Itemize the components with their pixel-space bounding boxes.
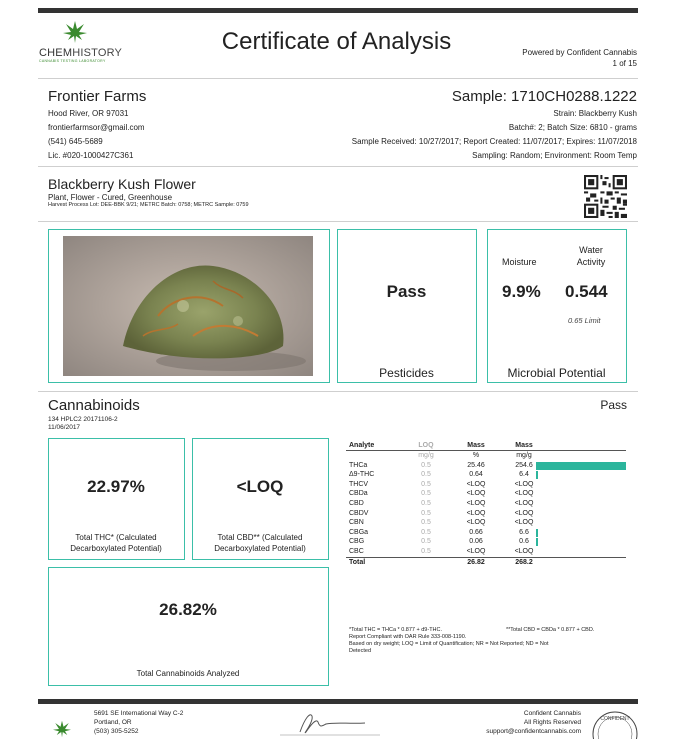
- page-number: 1 of 15: [612, 59, 637, 68]
- mass-percent-cell: <LOQ: [466, 490, 486, 498]
- divider: [38, 391, 638, 392]
- table-row: [346, 499, 626, 509]
- analyte-cell: THCV: [349, 480, 369, 488]
- footer-address: 5691 SE International Way C-2 Portland, OR (503) 305-5252: [94, 710, 184, 735]
- page-title: Certificate of Analysis: [221, 28, 452, 55]
- table-row: [346, 528, 626, 538]
- confident-seal: [590, 709, 640, 739]
- divider: [38, 166, 638, 167]
- thc-formula: *Total THC = THCa * 0.877 + d9-THC.: [349, 627, 443, 633]
- cannabinoids-date: 11/06/2017: [48, 424, 81, 431]
- table-row: [346, 537, 626, 547]
- analyte-cell: CBD: [349, 499, 364, 507]
- water-activity-label: Water Activity: [576, 245, 606, 267]
- mass-mgg-cell: 6.6: [519, 528, 529, 536]
- mass-percent-cell: <LOQ: [466, 509, 486, 517]
- client-license: Lic. #020-1000427C361: [48, 151, 134, 160]
- mass-percent-cell: <LOQ: [466, 547, 486, 555]
- basis-note-cont: Detected: [349, 648, 372, 654]
- mass-percent-cell: 0.64: [469, 471, 483, 479]
- mass-mgg-cell: 6.4: [519, 471, 529, 479]
- sample-strain: Strain: Blackberry Kush: [553, 109, 637, 118]
- sample-dates: Sample Received: 10/27/2017; Report Created: 11/07/2017; Expires: 11/07/2018: [351, 137, 637, 146]
- total-cbd-panel: [192, 438, 329, 560]
- analyte-cell: CBG: [349, 538, 365, 546]
- client-phone: (541) 645-5689: [48, 137, 103, 146]
- loq-cell: 0.5: [421, 547, 431, 555]
- table-row: [346, 489, 626, 499]
- mass-percent-cell: 0.06: [469, 538, 483, 546]
- total-cbd-label: Total CBD** (Calculated Decarboxylated Potential): [214, 533, 306, 553]
- mass-mgg-cell: <LOQ: [514, 499, 534, 507]
- client-address: Hood River, OR 97031: [48, 109, 129, 118]
- lab-logo: CHEMHISTORY: [39, 47, 123, 59]
- table-units: mg/g % mg/g: [418, 452, 532, 459]
- product-type: Plant, Flower - Cured, Greenhouse: [48, 193, 173, 202]
- mass-percent-cell: 0.66: [469, 528, 483, 536]
- photo-panel: [48, 229, 330, 383]
- loq-cell: 0.5: [421, 490, 431, 498]
- divider: [38, 221, 638, 222]
- total-cbd-value: <LOQ: [236, 477, 284, 496]
- loq-cell: 0.5: [421, 480, 431, 488]
- microbial-label: Microbial Potential: [507, 366, 606, 380]
- mass-mgg-cell: <LOQ: [514, 547, 534, 555]
- mass-mgg-cell: <LOQ: [514, 490, 534, 498]
- qr-code: [584, 175, 627, 218]
- sample-batch: Batch#: 2; Batch Size: 6810 - grams: [508, 123, 637, 132]
- loq-cell: 0.5: [421, 528, 431, 536]
- mass-percent-cell: <LOQ: [466, 519, 486, 527]
- mass-bar: [536, 538, 538, 546]
- total-thc-value: 22.97%: [87, 477, 145, 496]
- table-row: [346, 470, 626, 480]
- product-name: Blackberry Kush Flower: [48, 176, 196, 192]
- cannabinoids-title: Cannabinoids: [48, 397, 140, 414]
- table-row: [346, 547, 626, 557]
- loq-cell: 0.5: [421, 499, 431, 507]
- table-row: [346, 509, 626, 519]
- pesticides-result: Pass: [386, 282, 427, 301]
- bottom-rule: [38, 699, 638, 704]
- client-name: Frontier Farms: [48, 88, 147, 105]
- mass-bar: [536, 471, 538, 479]
- mass-mgg-cell: 0.6: [519, 538, 529, 546]
- footer-leaf-icon: [52, 720, 72, 739]
- mass-mgg-cell: 254.6: [515, 461, 533, 469]
- total-cannabinoids-panel: [48, 567, 329, 686]
- product-lot: Harvest Process Lot: DEE-BBK 9/21; METRC Batch: 0758; METRC Sample: 0759: [48, 202, 249, 208]
- cbd-formula: **Total CBD = CBDa * 0.877 + CBD.: [506, 627, 595, 633]
- analyte-cell: CBC: [349, 547, 364, 555]
- powered-by: Powered by Confident Cannabis 1 of 15: [522, 48, 637, 68]
- divider: [38, 78, 638, 79]
- pesticides-panel: [337, 229, 477, 383]
- mass-mgg-cell: <LOQ: [514, 480, 534, 488]
- compliance-note: Report Compliant with OAR Rule 333-008-1190.: [349, 634, 467, 640]
- loq-cell: 0.5: [421, 471, 431, 479]
- client-email: frontierfarmsor@gmail.com: [48, 123, 145, 132]
- loq-cell: 0.5: [421, 538, 431, 546]
- total-thc-panel: [48, 438, 185, 560]
- water-activity-value: 0.544: [565, 282, 608, 301]
- mass-percent-cell: <LOQ: [466, 499, 486, 507]
- sample-sampling: Sampling: Random; Environment: Room Temp: [472, 151, 637, 160]
- moisture-value: 9.9%: [502, 282, 541, 301]
- mass-percent-cell: 25.46: [467, 461, 485, 469]
- total-cannabinoids-value: 26.82%: [159, 600, 217, 619]
- mass-percent-cell: <LOQ: [466, 480, 486, 488]
- analyte-cell: CBN: [349, 519, 364, 527]
- pesticides-label: Pesticides: [379, 366, 434, 380]
- loq-cell: 0.5: [421, 509, 431, 517]
- moisture-label: Moisture: [502, 257, 537, 267]
- cannabinoids-status: Pass: [600, 398, 627, 412]
- mass-bar: [536, 529, 538, 537]
- mass-mgg-cell: <LOQ: [514, 509, 534, 517]
- analyte-cell: CBDa: [349, 490, 368, 498]
- table-header: Analyte LOQ Mass Mass: [346, 441, 626, 451]
- analyte-cell: CBDV: [349, 509, 369, 517]
- cannabinoids-method: 134 HPLC2 20171106-2: [48, 416, 118, 423]
- footer-company: Confident Cannabis All Rights Reserved support@confidentcannabis.com: [486, 710, 581, 735]
- product-photo: [63, 236, 313, 376]
- analyte-cell: CBGa: [349, 528, 369, 536]
- total-cannabinoids-label: Total Cannabinoids Analyzed: [136, 669, 240, 678]
- table-row: [346, 461, 626, 471]
- mass-bar: [536, 462, 626, 470]
- loq-cell: 0.5: [421, 461, 431, 469]
- top-rule: [38, 8, 638, 13]
- microbial-panel: [487, 229, 627, 383]
- cannabinoid-table: [346, 441, 626, 566]
- table-total-row: Total 26.82 268.2: [346, 557, 626, 567]
- mass-mgg-cell: <LOQ: [514, 519, 534, 527]
- basis-note: Based on dry weight; LOQ = Limit of Quantification; NR = Not Reported; ND = Not: [349, 641, 549, 647]
- table-row: [346, 518, 626, 528]
- sample-id: Sample: 1710CH0288.1222: [451, 88, 637, 105]
- total-thc-label: Total THC* (Calculated Decarboxylated Potential): [70, 533, 162, 553]
- svg-text:CONFIDENT: CONFIDENT: [600, 716, 630, 722]
- water-activity-limit: 0.65 Limit: [568, 316, 601, 325]
- analyte-cell: THCa: [349, 461, 368, 469]
- signature: [280, 708, 380, 739]
- table-row: [346, 480, 626, 490]
- loq-cell: 0.5: [421, 519, 431, 527]
- analyte-cell: Δ9-THC: [349, 471, 375, 479]
- lab-logo-subtitle: CANNABIS TESTING LABORATORY: [39, 59, 106, 63]
